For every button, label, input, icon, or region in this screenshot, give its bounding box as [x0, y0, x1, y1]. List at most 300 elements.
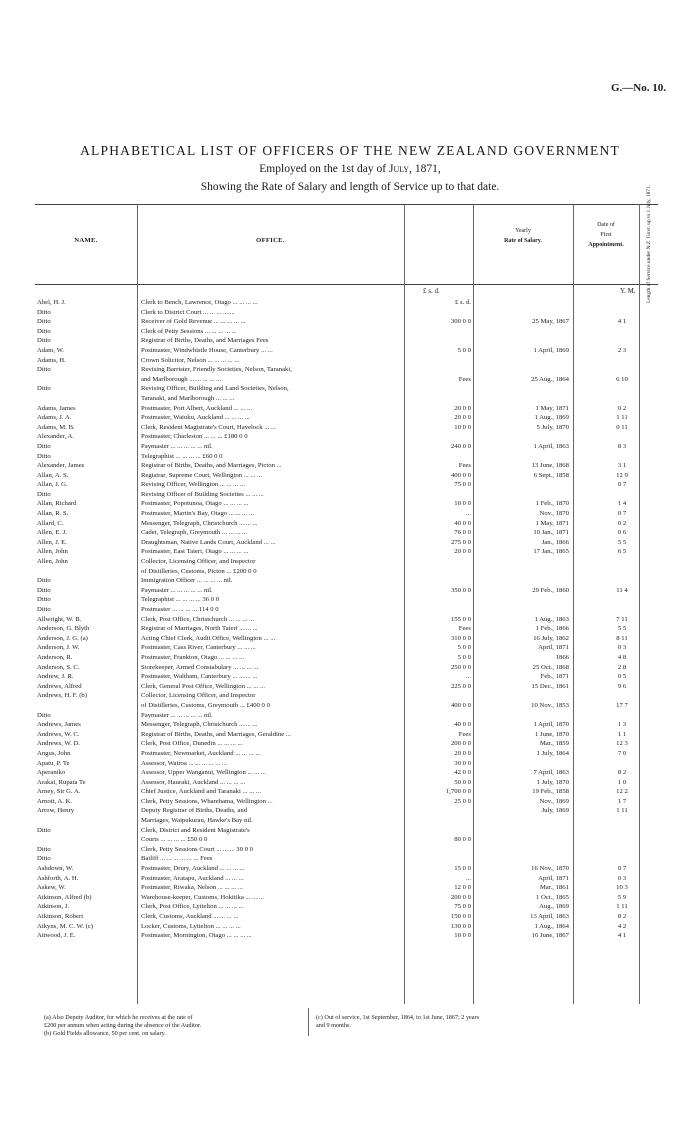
- length-of-service: 8 2: [617, 769, 627, 777]
- yearly-salary: 20 0 0: [454, 414, 471, 422]
- table-row: [35, 567, 658, 577]
- office-title: Registrar of Births, Deaths, and Marriages Fees: [141, 337, 269, 345]
- appointment-date: 1 Feb., 1866: [535, 625, 569, 633]
- table-row: [35, 298, 658, 308]
- length-of-service: 1 11: [616, 807, 628, 815]
- table-row: [35, 452, 658, 462]
- appointment-date: 1 April, 1869: [533, 346, 569, 354]
- officer-name: Arrow, Henry: [37, 807, 75, 815]
- yearly-salary: 50 0 0: [454, 778, 471, 786]
- office-title: Postmaster, Cass River, Canterbury ... ... ...: [141, 644, 256, 652]
- officer-name: Ditto: [37, 606, 51, 613]
- office-title: Messenger, Telegraph, Christchurch ... ... ...: [141, 519, 258, 527]
- header-bottom-rule: [35, 284, 658, 285]
- footnotes-right: [316, 1014, 646, 1030]
- table-row: [35, 499, 658, 509]
- officer-name: Ditto: [37, 586, 51, 594]
- office-title: Postmaster, Windwhistle House, Canterbury ... ...: [141, 346, 273, 354]
- appointment-date: 1 Feb., 1870: [535, 500, 569, 508]
- appointment-date: Aug., 1869: [539, 903, 569, 911]
- officer-name: Alexander, A.: [37, 433, 75, 441]
- length-of-service: 5 5: [617, 538, 627, 546]
- office-title: Collector, Licensing Officer, and Inspector: [141, 558, 256, 566]
- office-title: Courts ... ... ... ... £50 0 0: [141, 836, 208, 844]
- office-title: Crown Solicitor, Nelson ... ... ... ... ...: [141, 356, 240, 364]
- table-row: [35, 432, 658, 442]
- table-row: [35, 346, 658, 356]
- length-of-service: 7 11: [616, 615, 628, 623]
- table-row: [35, 643, 658, 653]
- appointment-date: Mar., 1861: [539, 884, 569, 892]
- appointment-date: Mar., 1859: [539, 740, 569, 748]
- appointment-date: 25 Oct., 1868: [532, 663, 569, 671]
- subtitle-post: , 1871,: [409, 163, 441, 175]
- length-of-service: 9 6: [617, 682, 627, 690]
- appointment-date: 29 Feb., 1860: [532, 586, 569, 594]
- table-row: [35, 787, 658, 797]
- office-title: Postmaster, Drury, Auckland ... ... ... ...: [141, 865, 245, 873]
- length-of-service: 3 1: [617, 462, 627, 470]
- appointment-date: 25 May, 1867: [532, 318, 569, 326]
- appointment-date: 1 Aug., 1864: [534, 922, 569, 930]
- length-of-service: 0 5: [617, 673, 627, 681]
- table-row: [35, 615, 658, 625]
- appointment-date: 1 April, 1863: [533, 442, 569, 450]
- officer-name: Andrews, W. D.: [37, 740, 80, 748]
- length-of-service: 6 10: [616, 375, 628, 383]
- footnote-line: (a) Also Deputy Auditor, for which he receives at the rate of: [44, 1014, 193, 1021]
- table-row: [35, 874, 658, 884]
- office-title: Taranaki, and Marlborough ... ... ...: [141, 394, 235, 402]
- appointment-date: April, 1871: [538, 874, 569, 882]
- office-title: Clerk, Post Office, Christchurch ... ... ... ...: [141, 615, 254, 623]
- office-title: Messenger, Telegraph, Christchurch ... ... ...: [141, 721, 258, 729]
- table-row: [35, 902, 658, 912]
- office-title: Clerk to Bench, Lawrence, Otago ... ... ... ...: [141, 299, 258, 306]
- length-of-service: 5 9: [617, 893, 627, 901]
- yearly-salary: 76 0 0: [454, 529, 471, 537]
- appointment-date: 13 April, 1863: [530, 913, 569, 920]
- appointment-date: 1 July, 1870: [536, 778, 569, 786]
- office-title: Postmaster, Frankton, Otago ... ... ... ...: [141, 653, 245, 661]
- yearly-salary: 75 0 0: [454, 481, 471, 489]
- appointment-date: 16 June, 1867: [531, 932, 569, 940]
- office-title: Telegraphist ... ... ... ... 36 0 0: [141, 596, 220, 604]
- table-row: [35, 701, 658, 711]
- officer-name: Attwood, J. E.: [37, 932, 76, 940]
- officer-name: Ditto: [37, 327, 51, 335]
- length-of-service: 4 1: [617, 932, 627, 940]
- officer-name: Ashdown, W.: [37, 865, 74, 873]
- office-title: Registrar of Marriages, North Taieri ... ... ...: [141, 625, 258, 633]
- document-subtitle: [0, 163, 700, 175]
- yearly-salary: 30 0 0: [454, 759, 471, 767]
- appointment-date: 16 July, 1862: [533, 634, 569, 642]
- money-units: £ s. d.: [423, 287, 440, 295]
- table-row: [35, 806, 658, 816]
- length-of-service: 0 3: [617, 644, 627, 652]
- office-title: Clerk of Petty Sessions ... ... ... ... ...: [141, 327, 237, 335]
- length-of-service: 0 2: [617, 519, 627, 527]
- appointment-date: 6 Sept., 1858: [533, 471, 569, 479]
- subtitle-pre: Employed on the 1st day of: [259, 163, 389, 175]
- office-title: Storekeeper, Armed Constabulary ... ... ... ...: [141, 663, 259, 671]
- subtitle-month: July: [388, 163, 410, 175]
- office-title: Clerk, District and Resident Magistrate's: [141, 826, 250, 834]
- officer-name: Askew, W.: [37, 884, 66, 892]
- table-row: [35, 691, 658, 701]
- appointment-date: 1866: [555, 653, 569, 661]
- table-row: [35, 576, 658, 586]
- officer-name: Ditto: [37, 318, 51, 326]
- office-title: Clerk, Customs, Auckland ... ... ... ...: [141, 913, 239, 920]
- table-row: [35, 749, 658, 759]
- officer-name: Andrews, James: [37, 721, 81, 729]
- yearly-salary: 400 0 0: [450, 471, 471, 479]
- office-title: of Distilleries, Customs, Greymouth ... £400 0 0: [141, 701, 270, 709]
- yearly-salary: 12 0 0: [454, 884, 471, 892]
- table-row: [35, 471, 658, 481]
- table-row: [35, 557, 658, 567]
- length-of-service: 0 7: [617, 510, 627, 518]
- header-date: [573, 220, 639, 250]
- officer-name: Ditto: [37, 308, 51, 316]
- yearly-salary: 250 0 0: [450, 663, 471, 671]
- office-title: Collector, Licensing Officer, and Inspector: [141, 692, 256, 700]
- yearly-salary: 20 0 0: [454, 404, 471, 412]
- yearly-salary: Fees: [458, 625, 471, 633]
- length-of-service: 6 5: [617, 548, 627, 556]
- officer-name: Andrew, J. R.: [37, 673, 74, 681]
- officer-name: Angus, John: [37, 749, 71, 757]
- office-title: Telegraphist ... ... ... ... £60 0 0: [141, 452, 223, 460]
- table-body: [35, 298, 658, 941]
- yearly-salary: 25 0 0: [454, 797, 471, 805]
- appointment-date: Nov., 1870: [539, 510, 569, 518]
- office-title: and Marlborough ... ... ... ... ...: [141, 375, 222, 383]
- length-of-service: 1 1: [617, 730, 627, 738]
- yearly-salary: Fees: [458, 375, 471, 383]
- office-title: Clerk, General Post Office, Wellington ... ... ...: [141, 682, 266, 690]
- footnote-separator: [308, 1008, 309, 1036]
- yearly-salary: 80 0 0: [454, 836, 471, 844]
- office-title: Bailiff ... ... ... ... ... ... Fees: [141, 855, 213, 863]
- header-date-line2: First: [600, 232, 612, 238]
- office-title: Warehouse-keeper, Customs, Hokitika ... ... ...: [141, 893, 264, 901]
- yearly-salary: 20 0 0: [454, 749, 471, 757]
- length-of-service: 2 3: [617, 346, 627, 354]
- table-row: [35, 893, 658, 903]
- table-row: [35, 768, 658, 778]
- yearly-salary: 155 0 0: [450, 615, 471, 623]
- officer-name: Adams, James: [37, 404, 76, 412]
- table-row: [35, 797, 658, 807]
- office-title: Postmaster, Riwaka, Nelson ... ... ... ...: [141, 884, 243, 892]
- officer-name: Andrews, H. F. (b): [37, 692, 87, 700]
- officer-name: Arney, Sir G. A.: [37, 788, 81, 796]
- appointment-date: 1 Oct., 1865: [535, 893, 569, 901]
- office-title: Postmaster, Waltham, Canterbury ... ... ... ...: [141, 673, 258, 681]
- office-title: Chief Justice, Auckland and Taranaki ... ... ...: [141, 788, 261, 796]
- length-of-service: 1 11: [616, 903, 628, 911]
- officer-name: Arnott, A. K.: [37, 797, 73, 805]
- office-title: Postmaster, Mornington, Otago ... ... ... ...: [141, 932, 252, 940]
- office-title: Postmaster, Charleston ... ... ... £180 0 0: [141, 433, 248, 441]
- table-top-rule: [35, 204, 658, 205]
- table-row: [35, 375, 658, 385]
- footnotes-left: [44, 1014, 302, 1038]
- table-row: [35, 854, 658, 864]
- appointment-date: 1 May, 1871: [535, 404, 569, 412]
- length-of-service: 1 7: [617, 797, 627, 805]
- appointment-date: 10 Nov., 1853: [531, 701, 569, 709]
- appointment-date: 1 May, 1871: [535, 519, 569, 527]
- officer-name: Ditto: [37, 596, 51, 604]
- length-of-service: 7 0: [617, 749, 627, 757]
- appointment-date: Feb., 1871: [540, 673, 569, 681]
- length-of-service: 0 7: [617, 481, 627, 489]
- appointment-date: 1 Aug., 1869: [534, 414, 569, 422]
- office-title: Paymaster ... ... ... ... ... nil.: [141, 442, 213, 450]
- length-of-service: 4 1: [617, 318, 627, 326]
- table-row: [35, 547, 658, 557]
- table-row: [35, 816, 658, 826]
- appointment-date: 1 April, 1870: [533, 721, 569, 729]
- officer-name: Anderson, S. C.: [37, 663, 80, 671]
- table-row: [35, 634, 658, 644]
- office-title: Postmaster, Waiuku, Auckland ... ... ... ...: [141, 414, 250, 422]
- table-row: [35, 317, 658, 327]
- officer-name: Allan, J. G.: [37, 481, 68, 489]
- appointment-date: Nov., 1869: [539, 797, 569, 805]
- officer-name: Aperaniko: [37, 769, 66, 777]
- footnote-line: (c) Out of service, 1st September, 1864, to 1st June, 1867; 2 years: [316, 1014, 479, 1021]
- yearly-salary: 10 0 0: [454, 423, 471, 431]
- yearly-salary: 10 0 0: [454, 500, 471, 508]
- table-row: [35, 778, 658, 788]
- office-title: Locker, Customs, Lyttelton ... ... ... ...: [141, 922, 241, 930]
- table-row: [35, 480, 658, 490]
- length-of-service: 0 2: [617, 404, 627, 412]
- office-title: Postmaster, Aratapu, Auckland ... ... ...: [141, 874, 244, 882]
- table-row: [35, 327, 658, 337]
- appointment-date: Jan., 1866: [541, 538, 569, 546]
- yearly-salary: 350 0 0: [450, 586, 471, 594]
- appointment-date: 7 April, 1863: [533, 769, 569, 777]
- table-row: [35, 835, 658, 845]
- appointment-date: 25 Aug., 1864: [531, 375, 569, 383]
- table-row: [35, 720, 658, 730]
- yearly-salary: 300 0 0: [450, 318, 471, 326]
- table-row: [35, 519, 658, 529]
- officer-name: Allen, J. E.: [37, 538, 67, 546]
- officer-name: Adams, J. A.: [37, 414, 72, 422]
- office-title: Postmaster ... ... ... ... 114 0 0: [141, 606, 219, 613]
- table-row: [35, 442, 658, 452]
- table-row: [35, 490, 658, 500]
- yearly-salary: ...: [465, 673, 471, 681]
- yearly-salary: 10 0 0: [454, 932, 471, 940]
- header-date-line1: Date of: [597, 222, 615, 228]
- footnote-line: and 9 months.: [316, 1022, 351, 1029]
- officer-name: Ashforth, A. H.: [37, 874, 79, 882]
- length-of-service: 0 7: [617, 865, 627, 873]
- appointment-date: April, 1871: [538, 644, 569, 652]
- officer-name: Anderson, J. G. (a): [37, 634, 88, 642]
- length-of-service: 11 4: [616, 586, 628, 594]
- office-title: Deputy Registrar of Births, Deaths, and: [141, 807, 248, 815]
- officer-name: Ditto: [37, 385, 51, 393]
- officer-name: Ditto: [37, 855, 51, 863]
- officer-name: Ditto: [37, 366, 51, 374]
- officer-name: Arakai, Rupata Te: [37, 778, 86, 786]
- officer-name: Adams, H.: [37, 356, 66, 364]
- officer-name: Andrews, Alfred: [37, 682, 82, 690]
- office-title: Clerk, Resident Magistrate's Court, Havelock ... ...: [141, 423, 276, 431]
- officer-name: Apatu, P. Te: [37, 759, 70, 767]
- appointment-date: July, 1869: [541, 807, 569, 815]
- yearly-salary: 15 0 0: [454, 865, 471, 873]
- page-reference: G.—No. 10.: [611, 82, 666, 94]
- yearly-salary: 42 0 0: [454, 769, 471, 777]
- yearly-salary: 20 0 0: [454, 548, 471, 556]
- officer-name: Atkinson, Alfred (b): [37, 893, 92, 901]
- office-title: Registrar, Supreme Court, Wellington ... ... ...: [141, 471, 263, 479]
- office-title: Marriages, Waipukurau, Hawke's Bay nil.: [141, 817, 253, 825]
- table-row: [35, 739, 658, 749]
- officer-name: Allen, John: [37, 558, 68, 566]
- length-of-service: 8 2: [617, 913, 627, 920]
- yearly-salary: 225 0 0: [450, 682, 471, 690]
- header-service: [639, 184, 658, 304]
- yearly-salary: 150 0 0: [450, 913, 471, 920]
- officer-name: Adam, W.: [37, 346, 64, 354]
- yearly-salary: 5 0 0: [457, 653, 471, 661]
- header-date-line3: Appointment.: [588, 242, 624, 248]
- office-title: Postmaster, Port Albert, Auckland ... ... ...: [141, 404, 252, 412]
- yearly-salary: 5 0 0: [457, 346, 471, 354]
- office-title: Acting Chief Clerk, Audit Office, Wellington ... ...: [141, 634, 276, 642]
- table-row: [35, 308, 658, 318]
- length-of-service: 8 11: [616, 634, 628, 642]
- officer-name: Ditto: [37, 711, 51, 719]
- officer-name: Alexander, James: [37, 462, 85, 470]
- office-title: Receiver of Gold Revenue ... ... ... ... ...: [141, 318, 246, 326]
- yearly-salary: 75 0 0: [454, 903, 471, 911]
- office-title: Postmaster, Newmarket, Auckland ... ... ... ...: [141, 749, 261, 757]
- office-title: Registrar of Births, Deaths, and Marriages, Picton ...: [141, 462, 282, 470]
- length-of-service: 1 11: [616, 414, 628, 422]
- table-row: [35, 528, 658, 538]
- length-of-service: 12 2: [616, 788, 628, 796]
- table-row: [35, 595, 658, 605]
- yearly-salary: 5 0 0: [457, 644, 471, 652]
- appointment-date: 1 July, 1864: [536, 749, 569, 757]
- table-row: [35, 883, 658, 893]
- officer-name: Ditto: [37, 452, 51, 460]
- table-row: [35, 394, 658, 404]
- officer-name: Anderson, R.: [37, 653, 73, 661]
- header-office: OFFICE.: [256, 237, 285, 244]
- table-row: [35, 730, 658, 740]
- table-row: [35, 922, 658, 932]
- header-name: NAME.: [74, 237, 98, 244]
- officer-name: Ditto: [37, 826, 51, 834]
- office-title: Revising Barrister, Friendly Societies, Nelson, Taranaki,: [141, 366, 292, 374]
- officer-name: Andrews, W. C.: [37, 730, 80, 738]
- office-title: Clerk, Petty Sessions Court ... ... ... 30 0 0: [141, 845, 254, 853]
- length-of-service: 4 8: [617, 653, 627, 661]
- table-row: [35, 826, 658, 836]
- footnote-line: £200 per annum when acting during the absence of the Auditor.: [44, 1022, 202, 1029]
- appointment-date: 16 Nov., 1870: [531, 865, 569, 873]
- table-row: [35, 336, 658, 346]
- yearly-salary: ...: [465, 874, 471, 882]
- yearly-salary: ...: [465, 510, 471, 518]
- officer-name: Ditto: [37, 845, 51, 853]
- office-title: Cadet, Telegraph, Greymouth ... ... ... ...: [141, 529, 248, 537]
- table-row: [35, 423, 658, 433]
- length-of-service: 2 8: [617, 663, 627, 671]
- header-service-text: Length of Service under N.Z. Govt. up to 1 July, 1871.: [645, 184, 652, 304]
- officer-name: Anderson, G. Blyth: [37, 625, 90, 633]
- officer-name: Allwright, W. B.: [37, 615, 82, 623]
- office-title: Assessor, Wairoa ... ... ... ... ... ...: [141, 759, 227, 767]
- length-of-service: 10 3: [616, 884, 628, 892]
- officer-name: Atkinson, J.: [37, 903, 70, 911]
- length-of-service: 8 3: [617, 442, 627, 450]
- table-row: [35, 711, 658, 721]
- length-of-service: 1 3: [617, 721, 627, 729]
- header-salary-line1: Yearly: [515, 228, 531, 234]
- table-row: [35, 538, 658, 548]
- table-row: [35, 672, 658, 682]
- officer-name: Allan, Richard: [37, 500, 77, 508]
- header-salary-line2: Rate of Salary.: [504, 238, 542, 244]
- yearly-salary: 130 0 0: [450, 922, 471, 930]
- office-title: Clerk, Post Office, Dunedin ... ... ... ...: [141, 740, 243, 748]
- table-row: [35, 356, 658, 366]
- yearly-salary: £ s. d.: [455, 299, 471, 306]
- length-of-service: 4 2: [617, 922, 627, 930]
- office-title: Paymaster ... ... ... ... ... nil.: [141, 711, 213, 719]
- length-of-service: 5 5: [617, 625, 627, 633]
- officer-name: Atkinson, Robert: [37, 913, 84, 920]
- table-row: [35, 586, 658, 596]
- length-of-service: 0 11: [616, 423, 628, 431]
- yearly-salary: 200 0 0: [450, 740, 471, 748]
- appointment-date: 5 July, 1870: [536, 423, 569, 431]
- length-of-service: 12 3: [616, 740, 628, 748]
- length-of-service: 0 3: [617, 874, 627, 882]
- table-row: [35, 912, 658, 922]
- yearly-salary: 40 0 0: [454, 721, 471, 729]
- officer-name: Allard, C.: [37, 519, 64, 527]
- length-of-service: 17 7: [616, 701, 628, 709]
- yearly-salary: 1,700 0 0: [445, 788, 471, 796]
- yearly-salary: Fees: [458, 462, 471, 470]
- table-row: [35, 413, 658, 423]
- appointment-date: 15 Dec., 1861: [531, 682, 569, 690]
- officer-name: Ditto: [37, 490, 51, 498]
- yearly-salary: Fees: [458, 730, 471, 738]
- table-row: [35, 931, 658, 941]
- office-title: Paymaster ... ... ... ... ... nil.: [141, 586, 213, 594]
- table-row: [35, 605, 658, 615]
- table-row: [35, 404, 658, 414]
- appointment-date: 1 Aug., 1863: [534, 615, 569, 623]
- appointment-date: 19 Feb., 1858: [532, 788, 569, 796]
